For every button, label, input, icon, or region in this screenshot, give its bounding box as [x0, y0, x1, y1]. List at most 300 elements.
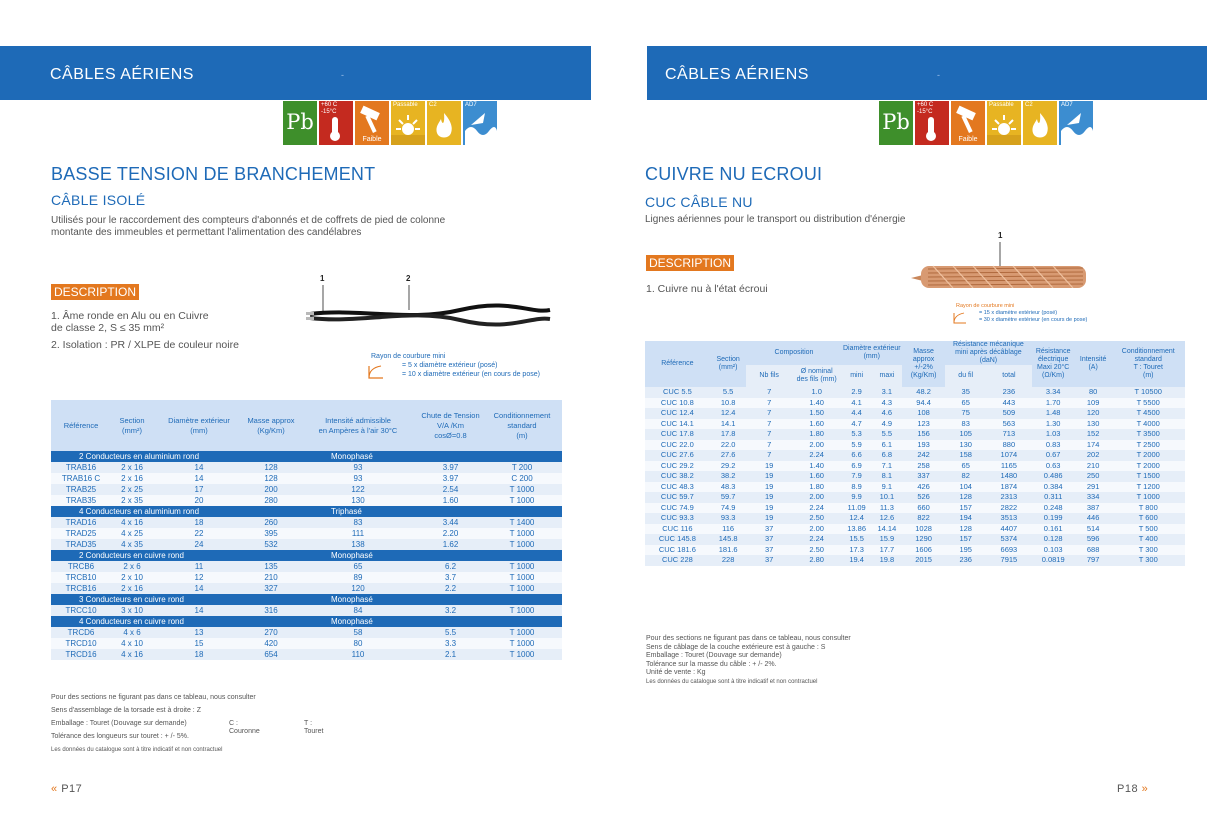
- table-cell: 8.1: [872, 471, 902, 482]
- description-badge: DESCRIPTION: [646, 255, 734, 271]
- table-cell: 17.7: [872, 545, 902, 556]
- table-cell: 1.48: [1032, 408, 1075, 419]
- table-cell: T 1500: [1111, 471, 1185, 482]
- table-cell: 250: [1075, 471, 1112, 482]
- table-cell: 93: [297, 462, 419, 473]
- table-cell: T 1400: [482, 517, 562, 528]
- table-row: [51, 528, 562, 539]
- table-cell: 80: [1075, 387, 1112, 398]
- table-cell: 327: [245, 583, 297, 594]
- intro-text: [51, 215, 445, 239]
- table-cell: 2.1: [419, 649, 482, 660]
- table-cell: CUC 181.6: [645, 545, 710, 556]
- table-cell: 395: [245, 528, 297, 539]
- table-cell: 2.24: [792, 534, 842, 545]
- table-cell: 200: [245, 484, 297, 495]
- table-cell: 2 x 16: [111, 462, 153, 473]
- col-packaging-label: Conditionnement standard T : Touret (m): [1121, 348, 1175, 379]
- sun-icon: [391, 101, 425, 145]
- desc-item: 1. Cuivre nu à l'état écroui: [646, 283, 768, 295]
- bending-radius-line: = 30 x diamètre extérieur (en cours de pose): [979, 317, 1088, 323]
- table-cell: 2.80: [792, 555, 842, 566]
- table-cell: T 1000: [482, 605, 562, 616]
- table-cell: 13.86: [842, 524, 872, 535]
- table-cell: 0.0819: [1032, 555, 1075, 566]
- table-cell: 0.128: [1032, 534, 1075, 545]
- table-cell: 0.248: [1032, 503, 1075, 514]
- table-cell: 260: [245, 517, 297, 528]
- table-cell: 83: [945, 419, 986, 430]
- table-cell: 14.14: [872, 524, 902, 535]
- table-cell: CUC 29.2: [645, 461, 710, 472]
- note-line: Les données du catalogue sont à titre indicatif et non contractuel: [51, 747, 223, 753]
- group-phase: Triphasé: [297, 506, 562, 517]
- hammer-icon: [951, 101, 985, 145]
- col-nb-wires: Nb fils: [746, 365, 791, 387]
- notes: [646, 635, 851, 686]
- table-cell: 94.4: [902, 398, 945, 409]
- water-icon: [463, 101, 497, 145]
- page-subheading: CÂBLE ISOLÉ: [51, 192, 146, 208]
- table-cell: 563: [986, 419, 1031, 430]
- table-row: [645, 461, 1185, 472]
- table-cell: 29.2: [710, 461, 747, 472]
- table-header-cell: Intensité admissible en Ampères à l'air 30°C: [297, 400, 419, 451]
- table-cell: 74.9: [710, 503, 747, 514]
- group-title: 2 Conducteurs en aluminium rond: [51, 451, 297, 462]
- table-cell: 4 x 16: [111, 517, 153, 528]
- table-cell: TRAB16: [51, 462, 111, 473]
- table-cell: T 600: [1111, 513, 1185, 524]
- table-cell: 596: [1075, 534, 1112, 545]
- table-cell: 120: [297, 583, 419, 594]
- table-cell: 4 x 10: [111, 638, 153, 649]
- col-mass: [902, 341, 945, 387]
- col-diameter-label: Diamètre extérieur (mm): [842, 345, 901, 360]
- icon-sublabel: Faible: [951, 135, 985, 145]
- note-line: Les données du catalogue sont à titre indicatif et non contractuel: [646, 678, 818, 685]
- page-number-text: P17: [61, 783, 83, 795]
- table-cell: 75: [945, 408, 986, 419]
- cable-table: [645, 341, 1185, 566]
- group-phase: Monophasé: [297, 550, 562, 561]
- prev-arrow-icon: «: [51, 783, 58, 795]
- table-cell: 14.1: [710, 419, 747, 430]
- table-cell: 9.9: [842, 492, 872, 503]
- table-cell: 1.60: [792, 471, 842, 482]
- table-cell: T 2500: [1111, 440, 1185, 451]
- table-row: [645, 482, 1185, 493]
- table-cell: 526: [902, 492, 945, 503]
- table-cell: 4.3: [872, 398, 902, 409]
- note-line: Tolérance sur la masse du câble : + /- 2%.: [646, 660, 777, 668]
- table-cell: 65: [297, 561, 419, 572]
- table-cell: 15: [153, 638, 245, 649]
- table-cell: 5.9: [842, 440, 872, 451]
- table-row: [51, 583, 562, 594]
- table-cell: CUC 48.3: [645, 482, 710, 493]
- table-row: [645, 450, 1185, 461]
- table-cell: 1.0: [792, 387, 842, 398]
- table-cell: T 1000: [482, 484, 562, 495]
- table-cell: 3.3: [419, 638, 482, 649]
- table-cell: 14: [153, 605, 245, 616]
- col-wire-diameter: [792, 365, 842, 387]
- table-cell: 7.1: [872, 461, 902, 472]
- table-cell: CUC 22.0: [645, 440, 710, 451]
- table-header-cell: Référence: [51, 400, 111, 451]
- table-cell: 514: [1075, 524, 1112, 535]
- table-cell: 2822: [986, 503, 1031, 514]
- table-cell: 108: [902, 408, 945, 419]
- table-cell: TRAD25: [51, 528, 111, 539]
- table-cell: 2.00: [792, 524, 842, 535]
- table-cell: 2.20: [419, 528, 482, 539]
- icon-label: +60 C -15°C: [321, 102, 338, 115]
- table-header-cell: Conditionnement standard (m): [482, 400, 562, 451]
- page-subheading: CUC CÂBLE NU: [645, 194, 753, 210]
- table-cell: 3.97: [419, 462, 482, 473]
- table-cell: 3 x 10: [111, 605, 153, 616]
- table-cell: 0.67: [1032, 450, 1075, 461]
- icon-label: Pb: [286, 110, 314, 134]
- page-right: [603, 0, 1207, 824]
- table-cell: 19: [746, 503, 791, 514]
- table-cell: 93.3: [710, 513, 747, 524]
- table-cell: 532: [245, 539, 297, 550]
- table-cell: 4 x 6: [111, 627, 153, 638]
- temperature-icon: [915, 101, 949, 145]
- table-cell: 2 x 25: [111, 484, 153, 495]
- note-drum: T : Touret: [304, 720, 324, 735]
- table-cell: 0.83: [1032, 440, 1075, 451]
- table-cell: 0.103: [1032, 545, 1075, 556]
- table-cell: 58: [297, 627, 419, 638]
- table-cell: CUC 12.4: [645, 408, 710, 419]
- table-row: [645, 408, 1185, 419]
- table-cell: T 3500: [1111, 429, 1185, 440]
- col-composition: Composition: [746, 341, 841, 365]
- table-cell: 3.44: [419, 517, 482, 528]
- table-cell: TRAB25: [51, 484, 111, 495]
- group-title: 4 Conducteurs en aluminium rond: [51, 506, 297, 517]
- table-cell: 0.486: [1032, 471, 1075, 482]
- table-cell: 17.8: [710, 429, 747, 440]
- table-cell: 181.6: [710, 545, 747, 556]
- table-row: [51, 484, 562, 495]
- table-cell: 2 x 35: [111, 495, 153, 506]
- table-cell: 2.9: [842, 387, 872, 398]
- bending-radius-title: Rayon de courbure mini: [956, 303, 1015, 309]
- group-row: [51, 451, 562, 462]
- table-row: [51, 572, 562, 583]
- table-cell: T 1000: [482, 495, 562, 506]
- table-cell: T 1000: [482, 572, 562, 583]
- table-cell: 7: [746, 398, 791, 409]
- table-cell: 660: [902, 503, 945, 514]
- table-cell: 104: [945, 482, 986, 493]
- table-cell: 35: [945, 387, 986, 398]
- table-cell: 18: [153, 517, 245, 528]
- property-icons: [283, 101, 497, 145]
- table-cell: 6.9: [842, 461, 872, 472]
- table-cell: 654: [245, 649, 297, 660]
- table-header-cell: Section (mm²): [111, 400, 153, 451]
- table-cell: 37: [746, 555, 791, 566]
- twisted-cable-image: [300, 270, 560, 330]
- note-line: [51, 720, 324, 735]
- table-cell: 228: [710, 555, 747, 566]
- table-cell: 7: [746, 419, 791, 430]
- table-cell: TRCD16: [51, 649, 111, 660]
- group-row: [51, 550, 562, 561]
- table-cell: 193: [902, 440, 945, 451]
- table-cell: 128: [945, 492, 986, 503]
- table-cell: 128: [245, 462, 297, 473]
- table-cell: 6.8: [872, 450, 902, 461]
- table-row: [645, 513, 1185, 524]
- table-cell: 174: [1075, 440, 1112, 451]
- table-cell: 4 x 35: [111, 539, 153, 550]
- table-row: [51, 473, 562, 484]
- table-cell: 130: [297, 495, 419, 506]
- table-cell: 24: [153, 539, 245, 550]
- table-cell: 236: [945, 555, 986, 566]
- table-cell: CUC 5.5: [645, 387, 710, 398]
- table-row: [645, 471, 1185, 482]
- table-cell: 2.50: [792, 513, 842, 524]
- notes: [51, 694, 324, 754]
- table-cell: 7915: [986, 555, 1031, 566]
- table-cell: 122: [297, 484, 419, 495]
- table-cell: CUC 74.9: [645, 503, 710, 514]
- table-cell: 120: [1075, 408, 1112, 419]
- cable-marker: 1: [998, 231, 1003, 240]
- table-cell: 1074: [986, 450, 1031, 461]
- table-row: [51, 495, 562, 506]
- table-cell: T 400: [1111, 534, 1185, 545]
- table-cell: 7.9: [842, 471, 872, 482]
- table-cell: 2 x 10: [111, 572, 153, 583]
- table-cell: TRCC10: [51, 605, 111, 616]
- table-cell: 15.9: [872, 534, 902, 545]
- table-cell: 7: [746, 408, 791, 419]
- table-cell: 19: [746, 482, 791, 493]
- table-row: [51, 649, 562, 660]
- table-cell: T 10500: [1111, 387, 1185, 398]
- table-cell: 130: [945, 440, 986, 451]
- table-cell: 17.3: [842, 545, 872, 556]
- table-cell: 12.4: [842, 513, 872, 524]
- bending-radius-line: = 5 x diamètre extérieur (posé): [402, 362, 498, 369]
- table-cell: 4 x 25: [111, 528, 153, 539]
- banner-title: CÂBLES AÉRIENS: [665, 66, 809, 83]
- table-cell: 280: [245, 495, 297, 506]
- bending-radius-icon: [953, 312, 969, 324]
- table-cell: 2 x 16: [111, 473, 153, 484]
- header-banner: [647, 46, 1207, 100]
- table-cell: 210: [245, 572, 297, 583]
- table-cell: 3.97: [419, 473, 482, 484]
- col-section-label: Section (mm²): [716, 356, 740, 371]
- table-cell: 48.2: [902, 387, 945, 398]
- table-cell: 2313: [986, 492, 1031, 503]
- table-cell: 0.311: [1032, 492, 1075, 503]
- table-row: [51, 627, 562, 638]
- bending-radius-icon: [367, 364, 387, 380]
- page-left: [0, 0, 603, 824]
- group-phase: Monophasé: [297, 616, 562, 627]
- table-cell: 5.5: [872, 429, 902, 440]
- icon-sublabel: Faible: [355, 135, 389, 145]
- table-cell: 128: [945, 524, 986, 535]
- table-cell: 20: [153, 495, 245, 506]
- table-cell: T 2000: [1111, 450, 1185, 461]
- flame-icon: [427, 101, 461, 145]
- table-cell: 37: [746, 534, 791, 545]
- table-cell: 337: [902, 471, 945, 482]
- table-cell: 3.2: [419, 605, 482, 616]
- page-number-text: P18: [1117, 783, 1139, 795]
- table-cell: 111: [297, 528, 419, 539]
- table-cell: 291: [1075, 482, 1112, 493]
- table-cell: 1.80: [792, 429, 842, 440]
- table-cell: 270: [245, 627, 297, 638]
- col-mechanical-label: Résistance mécanique mini après décâblage (daN): [952, 341, 1024, 364]
- header-banner: [0, 46, 591, 100]
- table-cell: 12.4: [710, 408, 747, 419]
- table-cell: 157: [945, 503, 986, 514]
- table-cell: CUC 17.8: [645, 429, 710, 440]
- table-cell: 4.1: [842, 398, 872, 409]
- table-row: [645, 387, 1185, 398]
- bending-radius-note: [367, 352, 540, 379]
- group-title: 4 Conducteurs en cuivre rond: [51, 616, 297, 627]
- table-cell: 59.7: [710, 492, 747, 503]
- table-cell: 1606: [902, 545, 945, 556]
- table-cell: 9.1: [872, 482, 902, 493]
- table-cell: 6693: [986, 545, 1031, 556]
- table-cell: T 2000: [1111, 461, 1185, 472]
- table-cell: 4.4: [842, 408, 872, 419]
- cable-table: [51, 400, 562, 660]
- table-cell: 2.24: [792, 503, 842, 514]
- table-cell: T 1000: [482, 649, 562, 660]
- icon-label: +60 C -15°C: [917, 102, 934, 115]
- table-cell: 5.5: [419, 627, 482, 638]
- table-cell: 5374: [986, 534, 1031, 545]
- table-cell: 3.34: [1032, 387, 1075, 398]
- table-cell: 128: [245, 473, 297, 484]
- table-cell: T 800: [1111, 503, 1185, 514]
- table-cell: T 200: [482, 462, 562, 473]
- table-cell: 38.2: [710, 471, 747, 482]
- table-row: [51, 539, 562, 550]
- cable-marker: 1: [320, 274, 325, 283]
- table-cell: TRCB10: [51, 572, 111, 583]
- col-packaging: [1111, 341, 1185, 387]
- note-line: Sens d'assemblage de la torsade est à droite : Z: [51, 707, 201, 714]
- table-cell: T 1000: [482, 539, 562, 550]
- table-cell: 1.30: [1032, 419, 1075, 430]
- bending-radius-line: = 15 x diamètre extérieur (posé): [979, 310, 1058, 316]
- col-diameter: [842, 341, 902, 365]
- table-cell: 509: [986, 408, 1031, 419]
- icon-label: Passable: [989, 102, 1014, 108]
- table-row: [51, 638, 562, 649]
- table-cell: 387: [1075, 503, 1112, 514]
- table-cell: T 1000: [482, 528, 562, 539]
- table-cell: 4.7: [842, 419, 872, 430]
- table-cell: 6.2: [419, 561, 482, 572]
- table-cell: 1.03: [1032, 429, 1075, 440]
- col-diam-max: maxi: [872, 365, 902, 387]
- table-cell: 19: [746, 461, 791, 472]
- icon-label: AD7: [1061, 102, 1073, 108]
- page-heading: CUIVRE NU ECROUI: [645, 164, 823, 184]
- table-cell: 19: [746, 471, 791, 482]
- table-cell: 1.50: [792, 408, 842, 419]
- table-cell: 242: [902, 450, 945, 461]
- table-cell: 123: [902, 419, 945, 430]
- table-cell: CUC 228: [645, 555, 710, 566]
- table-cell: 880: [986, 440, 1031, 451]
- table-row: [645, 524, 1185, 535]
- table-cell: 110: [297, 649, 419, 660]
- table-row: [51, 517, 562, 528]
- table-cell: CUC 38.2: [645, 471, 710, 482]
- table-cell: 10.8: [710, 398, 747, 409]
- note-packaging: Emballage : Touret (Douvage sur demande): [51, 720, 187, 727]
- table-cell: 3.1: [872, 387, 902, 398]
- table-cell: 152: [1075, 429, 1112, 440]
- table-cell: T 500: [1111, 524, 1185, 535]
- table-cell: 3.7: [419, 572, 482, 583]
- flame-icon: [1023, 101, 1057, 145]
- table-cell: 37: [746, 524, 791, 535]
- intro-text: Lignes aériennes pour le transport ou distribution d'énergie: [645, 214, 906, 225]
- table-cell: 1480: [986, 471, 1031, 482]
- table-cell: 1165: [986, 461, 1031, 472]
- table-cell: T 1000: [482, 638, 562, 649]
- bare-copper-cable-image: [893, 228, 1093, 288]
- table-cell: 0.199: [1032, 513, 1075, 524]
- table-cell: 8.9: [842, 482, 872, 493]
- col-total-resistance: total: [986, 365, 1031, 387]
- col-intensity: [1075, 341, 1112, 387]
- table-cell: 109: [1075, 398, 1112, 409]
- table-cell: 6.6: [842, 450, 872, 461]
- table-row: [645, 419, 1185, 430]
- hammer-icon: [355, 101, 389, 145]
- table-cell: 83: [297, 517, 419, 528]
- table-cell: 93: [297, 473, 419, 484]
- table-cell: TRCB6: [51, 561, 111, 572]
- sun-icon: [987, 101, 1021, 145]
- bending-radius-title: Rayon de courbure mini: [371, 353, 446, 360]
- table-cell: 65: [945, 461, 986, 472]
- table-cell: T 1200: [1111, 482, 1185, 493]
- table-cell: 1874: [986, 482, 1031, 493]
- table-cell: 0.161: [1032, 524, 1075, 535]
- table-cell: 1.80: [792, 482, 842, 493]
- intro-line: montante des immeubles et permettant l'alimentation des candélabres: [51, 227, 362, 238]
- group-title: 3 Conducteurs en cuivre rond: [51, 594, 297, 605]
- temperature-icon: [319, 101, 353, 145]
- table-cell: 5.3: [842, 429, 872, 440]
- table-cell: 797: [1075, 555, 1112, 566]
- page-number: [1117, 783, 1148, 795]
